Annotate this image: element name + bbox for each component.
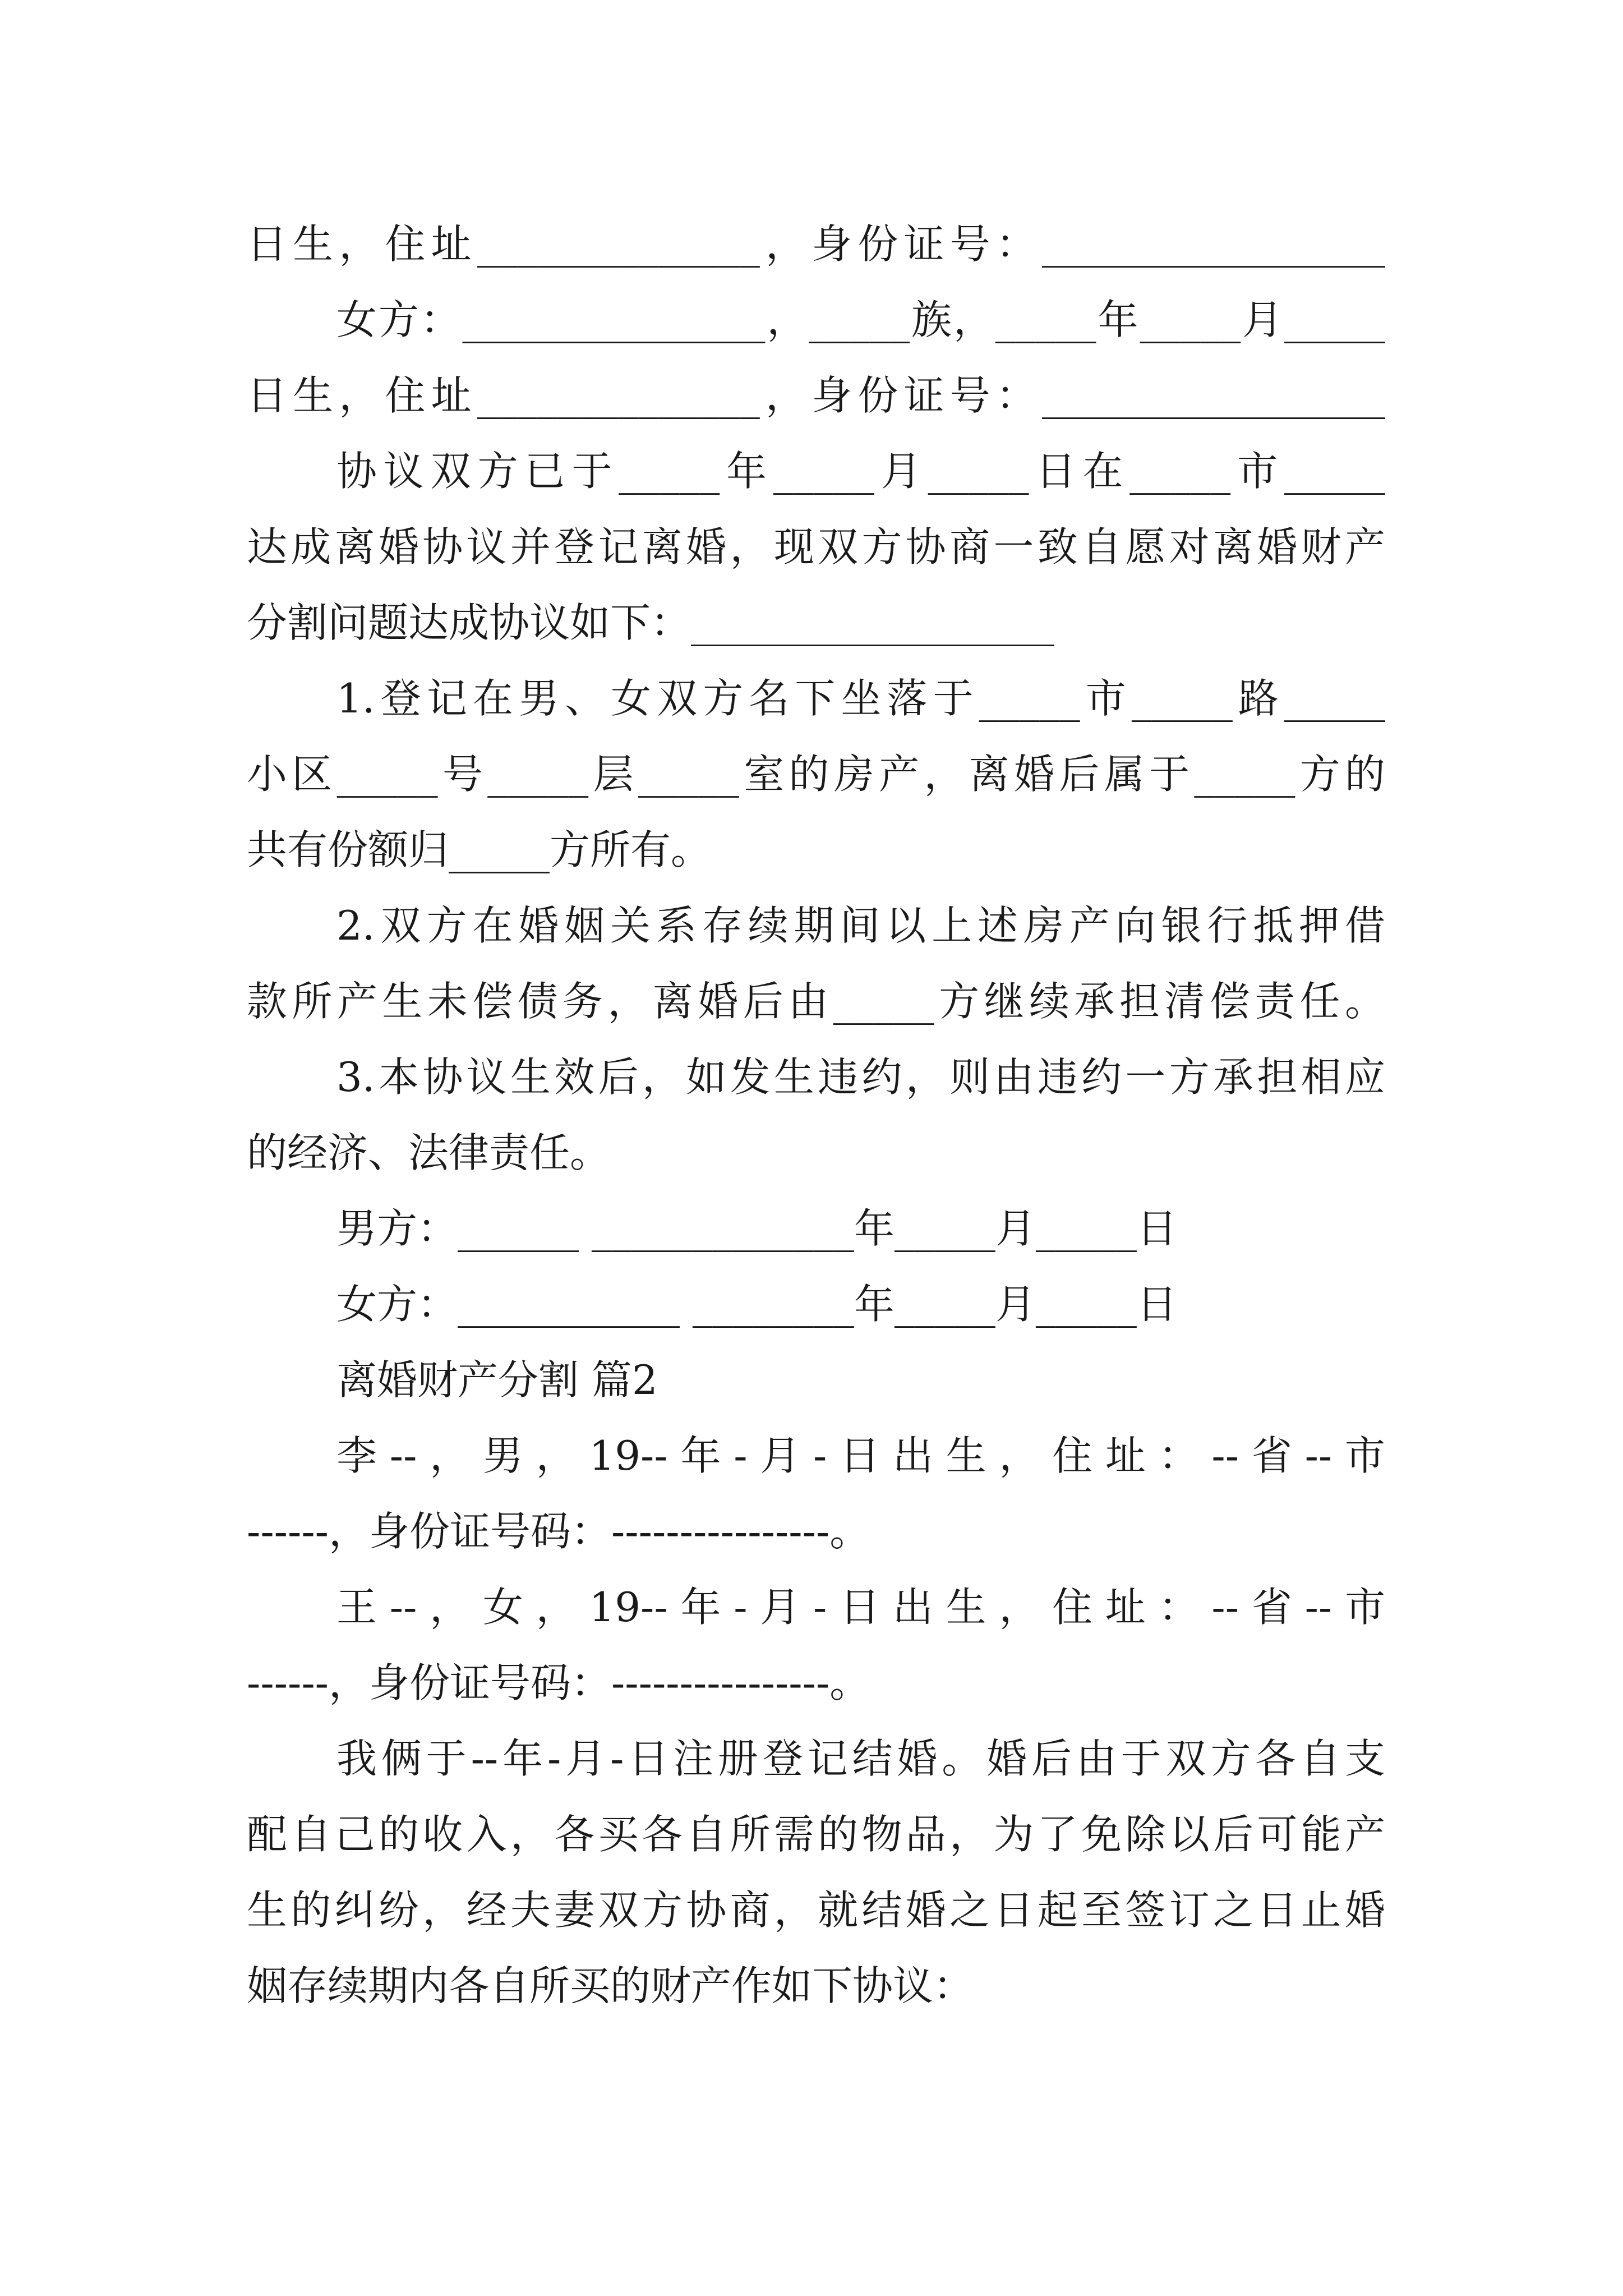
text-line-17: 李--，男，19--年-月-日出生，住址：--省--市 bbox=[336, 1432, 1385, 1479]
text-line-23: 生的纠纷，经夫妻双方协商，就结婚之日起至签订之日止婚 bbox=[247, 1887, 1385, 1934]
text-line-10: 2.双方在婚姻关系存续期间以上述房产向银行抵押借 bbox=[336, 902, 1385, 949]
text-line-6: 分割问题达成协议如下：__________________ bbox=[247, 599, 1055, 646]
text-line-9: 共有份额归_____方所有。 bbox=[247, 826, 712, 873]
text-line-5: 达成离婚协议并登记离婚，现双方协商一致自愿对离婚财产 bbox=[247, 523, 1385, 570]
text-line-12: 3.本协议生效后，如发生违约，则由违约一方承担相应 bbox=[336, 1053, 1385, 1101]
text-line-19: 王--，女，19--年-月-日出生，住址：--省--市 bbox=[336, 1584, 1385, 1631]
text-line-24: 姻存续期内各自所买的财产作如下协议： bbox=[247, 1962, 974, 2009]
section-heading: 离婚财产分割 篇2 bbox=[336, 1356, 658, 1404]
text-line-8: 小区_____号_____层_____室的房产，离婚后属于_____方的 bbox=[247, 751, 1385, 798]
signature-male-line: 男方：______ _____________年_____月_____日 bbox=[336, 1205, 1177, 1252]
text-line-21: 我俩于--年-月-日注册登记结婚。婚后由于双方各自支 bbox=[336, 1735, 1385, 1782]
signature-female-line: 女方：___________ ________年_____月_____日 bbox=[336, 1281, 1177, 1328]
text-line-22: 配自己的收入，各买各自所需的物品，为了免除以后可能产 bbox=[247, 1811, 1385, 1858]
text-line-13: 的经济、法律责任。 bbox=[247, 1129, 611, 1176]
text-line-2: 女方：_______________，_____族，_____年_____月_____ bbox=[336, 296, 1385, 343]
text-line-4: 协议双方已于_____年_____月_____日在_____市_____ bbox=[336, 448, 1385, 495]
text-line-11: 款所产生未偿债务，离婚后由_____方继续承担清偿责任。 bbox=[247, 978, 1385, 1025]
text-line-18: ------，身份证号码：----------------。 bbox=[247, 1508, 870, 1555]
text-line-20: ------，身份证号码：----------------。 bbox=[247, 1659, 870, 1706]
text-line-7: 1.登记在男、女双方名下坐落于_____市_____路_____ bbox=[336, 675, 1385, 722]
text-line-3: 日生，住址______________，身份证号：_________________ bbox=[247, 372, 1385, 419]
text-line-1: 日生，住址______________，身份证号：_________________ bbox=[247, 220, 1385, 268]
